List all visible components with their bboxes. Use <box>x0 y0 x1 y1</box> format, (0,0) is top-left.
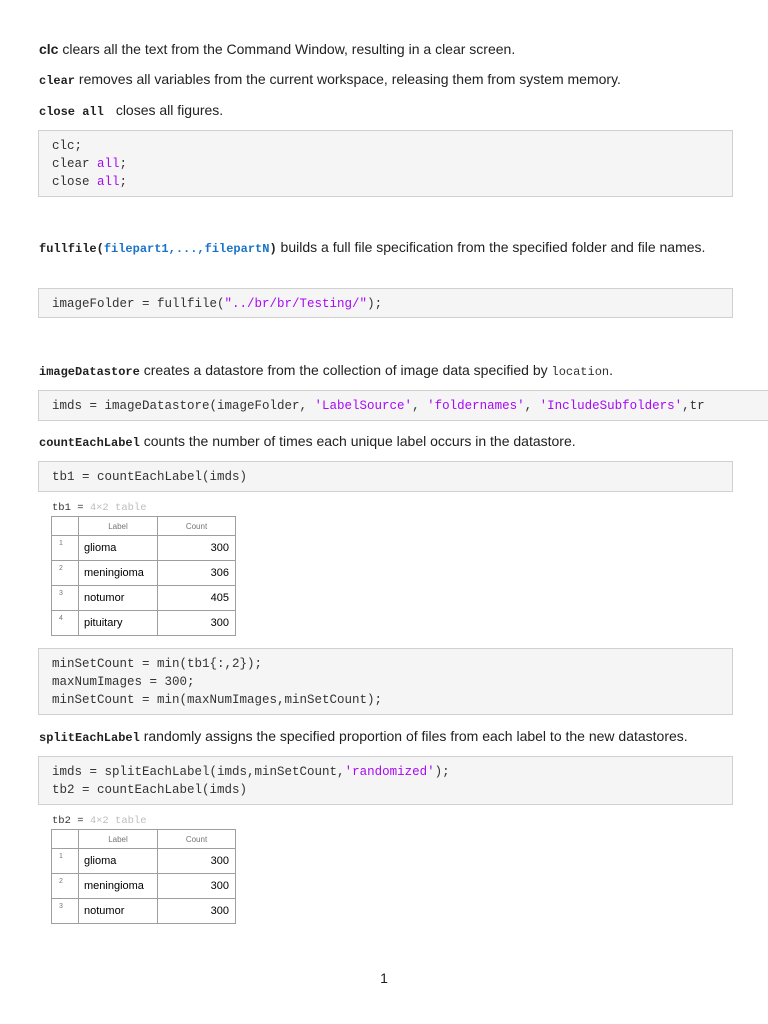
imagedatastore-description <box>39 359 729 383</box>
table1 <box>51 516 236 636</box>
table-row <box>52 849 236 874</box>
fullfile-text: builds a full file specification from the specified folder and file names. <box>276 239 706 255</box>
code-token: ); <box>367 297 383 311</box>
clc-description <box>39 38 729 60</box>
code-line: clc; <box>52 139 83 153</box>
code-string-token: 'randomized' <box>344 765 435 779</box>
code-token: close <box>52 175 98 189</box>
row-count: 405 <box>158 586 236 611</box>
fullfile-args: filepart1,...,filepartN <box>103 242 270 256</box>
code-line: tb1 = countEachLabel(imds) <box>52 470 248 484</box>
row-label: notumor <box>79 586 158 611</box>
row-count: 300 <box>158 899 236 924</box>
code-line: minSetCount = min(tb1{:,2}); <box>52 657 263 671</box>
code-line: maxNumImages = 300; <box>52 675 195 689</box>
code-token: ); <box>434 765 450 779</box>
row-index: 2 <box>52 561 79 586</box>
row-index: 4 <box>52 611 79 636</box>
counteachlabel-text: counts the number of times each unique label occurs in the datastore. <box>139 433 576 449</box>
clc-keyword: clc <box>39 41 59 57</box>
row-label: meningioma <box>79 874 158 899</box>
code-string-token: 'IncludeSubfolders' <box>539 399 683 413</box>
table2-caption <box>52 815 147 827</box>
fullfile-description <box>39 236 729 260</box>
code-block-spliteachlabel[interactable] <box>38 756 733 805</box>
fullfile-keyword-close: ) <box>269 242 277 256</box>
code-line <box>52 155 719 173</box>
code-string-token: 'LabelSource' <box>314 399 413 413</box>
code-line: tb2 = countEachLabel(imds) <box>52 783 248 797</box>
index-header <box>52 517 79 536</box>
fullfile-keyword: fullfile( <box>39 242 104 256</box>
spliteachlabel-description <box>39 725 729 749</box>
code-token: ,tr <box>682 399 705 413</box>
code-block-counteachlabel[interactable] <box>38 461 733 492</box>
clc-text: clears all the text from the Command Window, resulting in a clear screen. <box>58 41 516 57</box>
code-block-fullfile[interactable] <box>38 288 733 318</box>
code-block-minsetcount[interactable] <box>38 648 733 715</box>
code-string-token: "../br/br/Testing/" <box>224 297 368 311</box>
code-string-token: 'foldernames' <box>427 399 525 413</box>
row-index: 1 <box>52 849 79 874</box>
row-label: glioma <box>79 849 158 874</box>
table-row <box>52 874 236 899</box>
code-token: , <box>524 399 540 413</box>
label-header: Label <box>79 517 158 536</box>
table-row <box>52 561 236 586</box>
code-token: imds = splitEachLabel(imds,minSetCount, <box>52 765 345 779</box>
row-count: 306 <box>158 561 236 586</box>
table2-size: 4×2 table <box>89 815 147 827</box>
code-token: ; <box>119 175 128 189</box>
close-description <box>39 99 729 123</box>
clear-text: removes all variables from the current workspace, releasing them from system memory. <box>75 71 621 87</box>
close-keyword: close all <box>39 105 104 119</box>
table-row <box>52 611 236 636</box>
table-row <box>52 899 236 924</box>
count-header: Count <box>158 830 236 849</box>
table1-variable: tb1 = <box>52 502 90 514</box>
code-token: imageFolder = fullfile( <box>52 297 225 311</box>
imagedatastore-keyword: imageDatastore <box>39 365 140 379</box>
table2-variable: tb2 = <box>52 815 90 827</box>
row-index: 3 <box>52 899 79 924</box>
code-line <box>52 173 719 191</box>
location-inline-code: location <box>551 365 610 379</box>
code-keyword-token: all <box>97 175 120 189</box>
code-block-clear[interactable] <box>38 130 733 197</box>
code-line <box>52 763 719 781</box>
row-label: notumor <box>79 899 158 924</box>
row-index: 3 <box>52 586 79 611</box>
row-index: 1 <box>52 536 79 561</box>
table-row <box>52 586 236 611</box>
label-header: Label <box>79 830 158 849</box>
code-block-imagedatastore[interactable] <box>38 390 768 421</box>
code-token: imds = imageDatastore(imageFolder, <box>52 399 315 413</box>
code-token: , <box>412 399 428 413</box>
table-header-row <box>52 830 236 849</box>
row-label: pituitary <box>79 611 158 636</box>
row-count: 300 <box>158 611 236 636</box>
counteachlabel-keyword: countEachLabel <box>39 436 140 450</box>
row-count: 300 <box>158 874 236 899</box>
table-header-row <box>52 517 236 536</box>
close-text: closes all figures. <box>115 102 224 118</box>
row-label: meningioma <box>79 561 158 586</box>
imagedatastore-text: creates a datastore from the collection of image data specified by <box>139 362 552 378</box>
code-keyword-token: all <box>97 157 120 171</box>
counteachlabel-description <box>39 430 729 454</box>
count-header: Count <box>158 517 236 536</box>
page-number: 1 <box>380 970 388 986</box>
row-count: 300 <box>158 849 236 874</box>
index-header <box>52 830 79 849</box>
code-token: ; <box>119 157 128 171</box>
row-index: 2 <box>52 874 79 899</box>
table1-caption <box>52 502 147 514</box>
table-row <box>52 536 236 561</box>
spliteachlabel-text: randomly assigns the specified proportion of files from each label to the new datastores. <box>139 728 688 744</box>
code-token: clear <box>52 157 98 171</box>
period: . <box>609 362 613 378</box>
spliteachlabel-keyword: splitEachLabel <box>39 731 140 745</box>
row-count: 300 <box>158 536 236 561</box>
table2 <box>51 829 236 924</box>
code-line: minSetCount = min(maxNumImages,minSetCount); <box>52 693 383 707</box>
row-label: glioma <box>79 536 158 561</box>
table1-size: 4×2 table <box>89 502 147 514</box>
clear-keyword: clear <box>39 74 76 88</box>
clear-description <box>39 68 729 92</box>
